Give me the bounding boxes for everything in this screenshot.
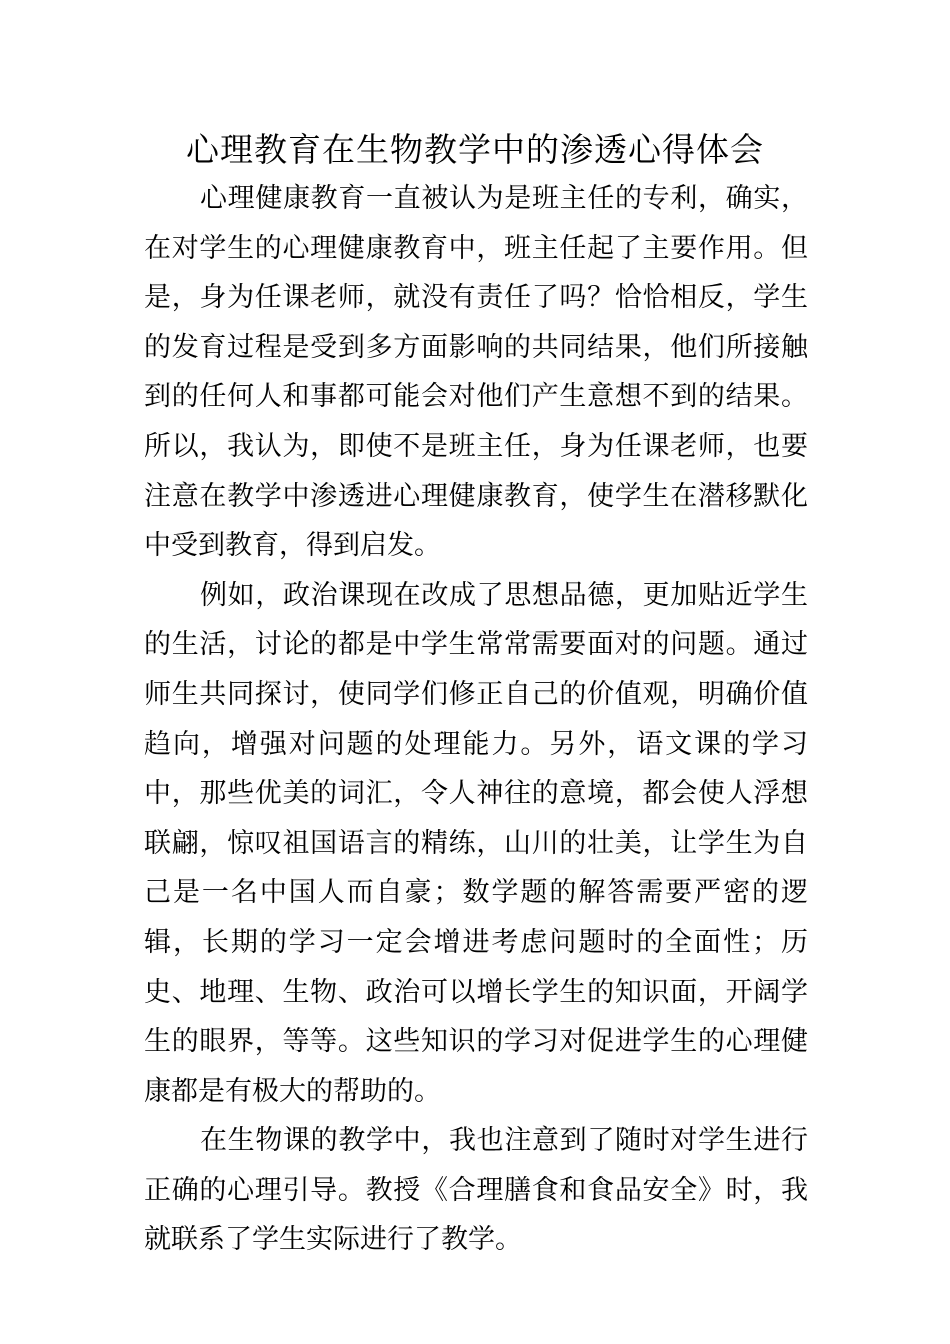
- paragraph-2: 例如，政治课现在改成了思想品德，更加贴近学生的生活，讨论的都是中学生常常需要面对的问题。通过师生共同探讨，使同学们修正自己的价值观，明确价值趋向，增强对问题的处理能力。另外，语文课的学习中，那些优美的词汇，令人神往的意境，都会使人浮想联翩，惊叹祖国语言的精练，山川的壮美，让学生为自己是一名中国人而自豪；数学题的解答需要严密的逻辑，长期的学习一定会增进考虑问题时的全面性；历史、地理、生物、政治可以增长学生的知识面，开阔学生的眼界，等等。这些知识的学习对促进学生的心理健康都是有极大的帮助的。: [144, 579, 808, 1107]
- document-title: 心理教育在生物教学中的渗透心得体会: [186, 130, 764, 169]
- paragraph-3: 在生物课的教学中，我也注意到了随时对学生进行正确的心理引导。教授《合理膳食和食品安全》时，我就联系了学生实际进行了教学。: [144, 1125, 808, 1256]
- document-body: [144, 174, 808, 1265]
- paragraph-1: 心理健康教育一直被认为是班主任的专利，确实，在对学生的心理健康教育中，班主任起了主要作用。但是，身为任课老师，就没有责任了吗？恰恰相反，学生的发育过程是受到多方面影响的共同结果，他们所接触到的任何人和事都可能会对他们产生意想不到的结果。所以，我认为，即使不是班主任，身为任课老师，也要注意在教学中渗透进心理健康教育，使学生在潜移默化中受到教育，得到启发。: [144, 183, 808, 562]
